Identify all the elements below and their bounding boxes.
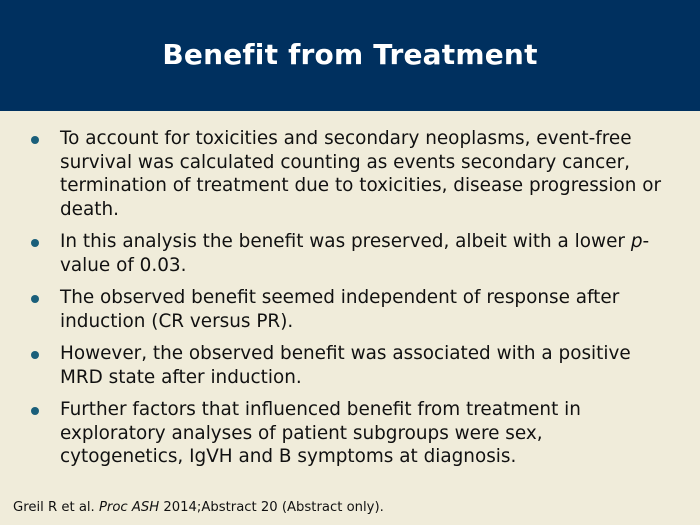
bullet-text-end: -value of 0.03.	[60, 231, 650, 276]
bullet-item	[30, 286, 670, 333]
bullet-item	[30, 342, 670, 389]
bullet-text: Further factors that influenced benefit from treatment in exploratory analyses of patient subgroups were sex, cytogenetics, IgVH and B symptoms at diagnosis.	[60, 399, 581, 467]
citation-journal: Proc ASH	[98, 500, 160, 515]
bullet-item	[30, 230, 670, 277]
bullet-dot-icon	[31, 295, 39, 303]
bullet-text: To account for toxicities and secondary neoplasms, event-free survival was calculated counting as events secondary cancer, termination of treatment due to toxicities, disease progression or death.	[60, 128, 662, 220]
bullet-dot-icon	[31, 351, 39, 359]
title-bar	[0, 0, 700, 111]
bullet-dot-icon	[31, 407, 39, 415]
bullet-dot-icon	[31, 136, 39, 144]
citation-authors: Greil R et al.	[13, 500, 99, 515]
bullet-item	[30, 398, 670, 469]
p-value-symbol: p	[630, 231, 643, 252]
bullet-item	[30, 127, 670, 221]
bullet-text: The observed benefit seemed independent of response after induction (CR versus PR).	[60, 287, 620, 332]
bullet-text-start: In this analysis the benefit was preserved, albeit with a lower	[60, 231, 631, 252]
bullet-list	[30, 127, 670, 478]
citation-details: 2014;Abstract 20 (Abstract only).	[159, 500, 384, 515]
slide-title: Benefit from Treatment	[162, 38, 538, 71]
citation-footer	[13, 500, 384, 515]
bullet-dot-icon	[31, 239, 39, 247]
bullet-text: However, the observed benefit was associated with a positive MRD state after induction.	[60, 343, 631, 388]
